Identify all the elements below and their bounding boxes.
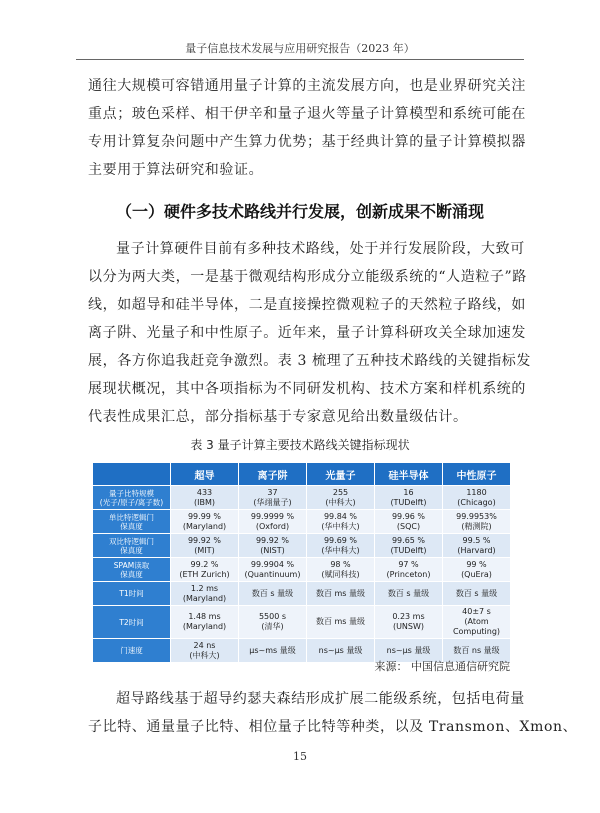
section-heading: （一）硬件多技术路线并行发展，创新成果不断涌现 bbox=[116, 202, 485, 221]
table-cell bbox=[443, 606, 511, 639]
cell-line: 40±7 s bbox=[462, 607, 491, 616]
cell-line: 数百 ms 量级 bbox=[315, 588, 366, 598]
table-cell bbox=[171, 606, 239, 639]
cell-line: (ETH Zurich) bbox=[179, 569, 230, 579]
column-header: 硅半导体 bbox=[375, 463, 443, 486]
table-cell bbox=[307, 558, 375, 582]
cell-line: (QuEra) bbox=[461, 569, 492, 579]
cell-line: (Harvard) bbox=[457, 545, 496, 555]
cell-line: (NIST) bbox=[260, 545, 285, 555]
cell-line: (Maryland) bbox=[182, 593, 227, 603]
paragraph-line: 离子阱、光量子和中性原子。近年来，量子计算科研攻关全球加速发 bbox=[88, 325, 526, 341]
table-body bbox=[93, 486, 511, 663]
cell-line: 数百 ns 量级 bbox=[453, 645, 500, 655]
cell-line: 99.2 % bbox=[190, 559, 219, 569]
cell-line: ns~μs 量级 bbox=[318, 645, 363, 655]
cell-line: 0.23 ms bbox=[392, 612, 425, 621]
cell-line: 99.84 % bbox=[323, 511, 358, 521]
cell-line: 数百 ms 量级 bbox=[315, 617, 366, 626]
cell-line: μs~ms 量级 bbox=[249, 645, 296, 655]
table-cell bbox=[443, 486, 511, 510]
row-header-line: 量子比特规模 bbox=[109, 488, 154, 498]
paragraph-line: 以分为两大类，一是基于微观结构形成分立能级系统的“人造粒子”路 bbox=[88, 269, 527, 285]
table-caption: 表 3 量子计算主要技术路线关键指标现状 bbox=[190, 438, 410, 452]
table-source: 来源： 中国信息通信研究院 bbox=[374, 660, 510, 673]
row-header-line: 保真度 bbox=[120, 521, 143, 531]
cell-line: 1.2 ms bbox=[190, 583, 219, 593]
paragraph-line: 重点；玻色采样、相干伊辛和量子退火等量子计算模型和系统可能在 bbox=[88, 106, 526, 122]
table-cell bbox=[307, 606, 375, 639]
cell-line: (MIT) bbox=[194, 545, 215, 555]
table-cell bbox=[443, 582, 511, 606]
table-cell bbox=[443, 558, 511, 582]
row-header-line: 保真度 bbox=[120, 569, 143, 579]
cell-line: (华翊量子) bbox=[253, 497, 292, 507]
paragraph-line: 专用计算复杂问题中产生算力优势；基于经典计算的量子计算模拟器 bbox=[88, 134, 526, 150]
cell-line: (Chicago) bbox=[457, 497, 496, 507]
cell-line: 37 bbox=[267, 487, 278, 497]
row-header-line: T1时间 bbox=[119, 589, 144, 598]
row-header-line: (光子/原子/离子数) bbox=[99, 497, 164, 507]
table-cell bbox=[375, 558, 443, 582]
cell-line: 数百 s 量级 bbox=[251, 588, 294, 598]
paragraph-line: 通往大规模可容错通用量子计算的主流发展方向，也是业界研究关注 bbox=[88, 78, 526, 94]
row-header bbox=[93, 510, 171, 534]
table-cell bbox=[171, 486, 239, 510]
cell-line: 99.92 % bbox=[255, 535, 290, 545]
cell-line: 99.9904 % bbox=[250, 559, 295, 569]
paragraph-line: 线，如超导和硅半导体，二是直接操控微观粒子的天然粒子路线，如 bbox=[88, 297, 526, 313]
table-cell bbox=[239, 558, 307, 582]
table-cell bbox=[239, 582, 307, 606]
row-header bbox=[93, 534, 171, 558]
cell-line: (中科大) bbox=[325, 497, 356, 507]
cell-line: (Princeton) bbox=[386, 569, 431, 579]
table-cell bbox=[375, 510, 443, 534]
cell-line: (精测院) bbox=[461, 521, 492, 531]
table-row bbox=[93, 510, 511, 534]
paragraph-2 bbox=[88, 235, 532, 431]
cell-line: 1180 bbox=[466, 487, 487, 497]
cell-line: (Oxford) bbox=[255, 521, 290, 531]
table-cell bbox=[239, 606, 307, 639]
table-cell bbox=[443, 534, 511, 558]
row-header-line: 门速度 bbox=[120, 646, 143, 655]
paragraph-line: 子比特、通量量子比特、相位量子比特等种类，以及 Transmon、Xmon、 bbox=[88, 719, 578, 735]
row-header bbox=[93, 558, 171, 582]
cell-line: 99.92 % bbox=[187, 535, 222, 545]
table-header-row bbox=[93, 463, 511, 486]
table-cell bbox=[307, 534, 375, 558]
cell-line: 97 % bbox=[398, 559, 419, 569]
table-row bbox=[93, 486, 511, 510]
cell-line: (UNSW) bbox=[392, 622, 425, 631]
row-header bbox=[93, 639, 171, 663]
paragraph-line: 展现状概况，其中各项指标为不同研发机构、技术方案和样机系统的 bbox=[88, 381, 526, 397]
table-cell bbox=[443, 510, 511, 534]
paragraph-line: 主要用于算法研究和验证。 bbox=[88, 162, 264, 178]
cell-line: (Atom Computing) bbox=[452, 617, 501, 636]
table-corner bbox=[93, 463, 171, 486]
cell-line: (赋同科技) bbox=[321, 569, 360, 579]
header-rule bbox=[76, 59, 524, 60]
cell-line: (Quantinuum) bbox=[244, 569, 301, 579]
cell-line: 99 % bbox=[466, 559, 487, 569]
cell-line: ns~μs 量级 bbox=[386, 645, 431, 655]
row-header-line: 双比特逻辑门 bbox=[109, 536, 154, 546]
cell-line: 数百 s 量级 bbox=[387, 588, 430, 598]
cell-line: 16 bbox=[403, 487, 414, 497]
row-header bbox=[93, 582, 171, 606]
table-cell bbox=[239, 486, 307, 510]
row-header-line: 单比特逻辑门 bbox=[109, 512, 154, 522]
cell-line: 99.5 % bbox=[462, 535, 491, 545]
cell-line: 98 % bbox=[330, 559, 351, 569]
row-header bbox=[93, 486, 171, 510]
table-cell bbox=[375, 534, 443, 558]
row-header bbox=[93, 606, 171, 639]
paragraph-line: 展，各方你追我赶竞争激烈。表 3 梳理了五种技术路线的关键指标发 bbox=[88, 353, 532, 369]
table-cell bbox=[239, 639, 307, 663]
cell-line: (IBM) bbox=[194, 497, 215, 507]
table-cell bbox=[171, 582, 239, 606]
row-header-line: T2时间 bbox=[119, 617, 144, 627]
cell-line: (清华) bbox=[261, 622, 284, 631]
table-row bbox=[93, 606, 511, 639]
table-cell bbox=[307, 510, 375, 534]
cell-line: 数百 s 量级 bbox=[455, 588, 498, 598]
cell-line: 433 bbox=[196, 487, 213, 497]
running-header: 量子信息技术发展与应用研究报告（2023 年） bbox=[185, 42, 415, 55]
cell-line: (华中科大) bbox=[321, 545, 360, 555]
metrics-table bbox=[92, 462, 511, 663]
cell-line: 99.69 % bbox=[323, 535, 358, 545]
paragraph-line: 超导路线基于超导约瑟夫森结形成扩展二能级系统，包括电荷量 bbox=[116, 691, 525, 707]
cell-line: 1.48 ms bbox=[188, 612, 221, 621]
paragraph-1 bbox=[88, 72, 526, 184]
cell-line: 255 bbox=[332, 487, 349, 497]
column-header: 光量子 bbox=[307, 463, 375, 486]
paragraph-line: 代表性成果汇总，部分指标基于专家意见给出数量级估计。 bbox=[88, 409, 468, 425]
cell-line: 5500 s bbox=[258, 612, 287, 621]
table-cell bbox=[375, 582, 443, 606]
cell-line: 99.96 % bbox=[391, 511, 426, 521]
cell-line: 99.9999 % bbox=[250, 511, 295, 521]
page-number: 15 bbox=[293, 750, 307, 763]
cell-line: 99.9953% bbox=[456, 511, 497, 521]
cell-line: 24 ns bbox=[193, 640, 216, 650]
cell-line: (Maryland) bbox=[182, 622, 227, 631]
table-cell bbox=[171, 639, 239, 663]
table-cell bbox=[375, 486, 443, 510]
table-cell bbox=[375, 606, 443, 639]
cell-line: (华中科大) bbox=[321, 521, 360, 531]
table-cell bbox=[307, 486, 375, 510]
table-row bbox=[93, 534, 511, 558]
cell-line: (SQC) bbox=[396, 521, 421, 531]
cell-line: 99.99 % bbox=[187, 511, 222, 521]
table-row bbox=[93, 582, 511, 606]
cell-line: (TUDelft) bbox=[390, 497, 427, 507]
table-cell bbox=[307, 582, 375, 606]
paragraph-3 bbox=[88, 685, 578, 741]
table-cell bbox=[239, 510, 307, 534]
table-cell bbox=[171, 510, 239, 534]
column-header: 超导 bbox=[171, 463, 239, 486]
column-header: 离子阱 bbox=[239, 463, 307, 486]
row-header-line: SPAM读取 bbox=[113, 560, 150, 570]
cell-line: 99.65 % bbox=[391, 535, 426, 545]
table-cell bbox=[239, 534, 307, 558]
cell-line: (TUDelft) bbox=[390, 545, 427, 555]
table-cell bbox=[171, 558, 239, 582]
table-cell bbox=[171, 534, 239, 558]
cell-line: (中科大) bbox=[189, 650, 220, 660]
table-row bbox=[93, 558, 511, 582]
paragraph-line: 量子计算硬件目前有多种技术路线，处于并行发展阶段，大致可 bbox=[116, 241, 525, 257]
table-cell bbox=[307, 639, 375, 663]
column-header: 中性原子 bbox=[443, 463, 511, 486]
cell-line: (Maryland) bbox=[182, 521, 227, 531]
row-header-line: 保真度 bbox=[120, 545, 143, 555]
